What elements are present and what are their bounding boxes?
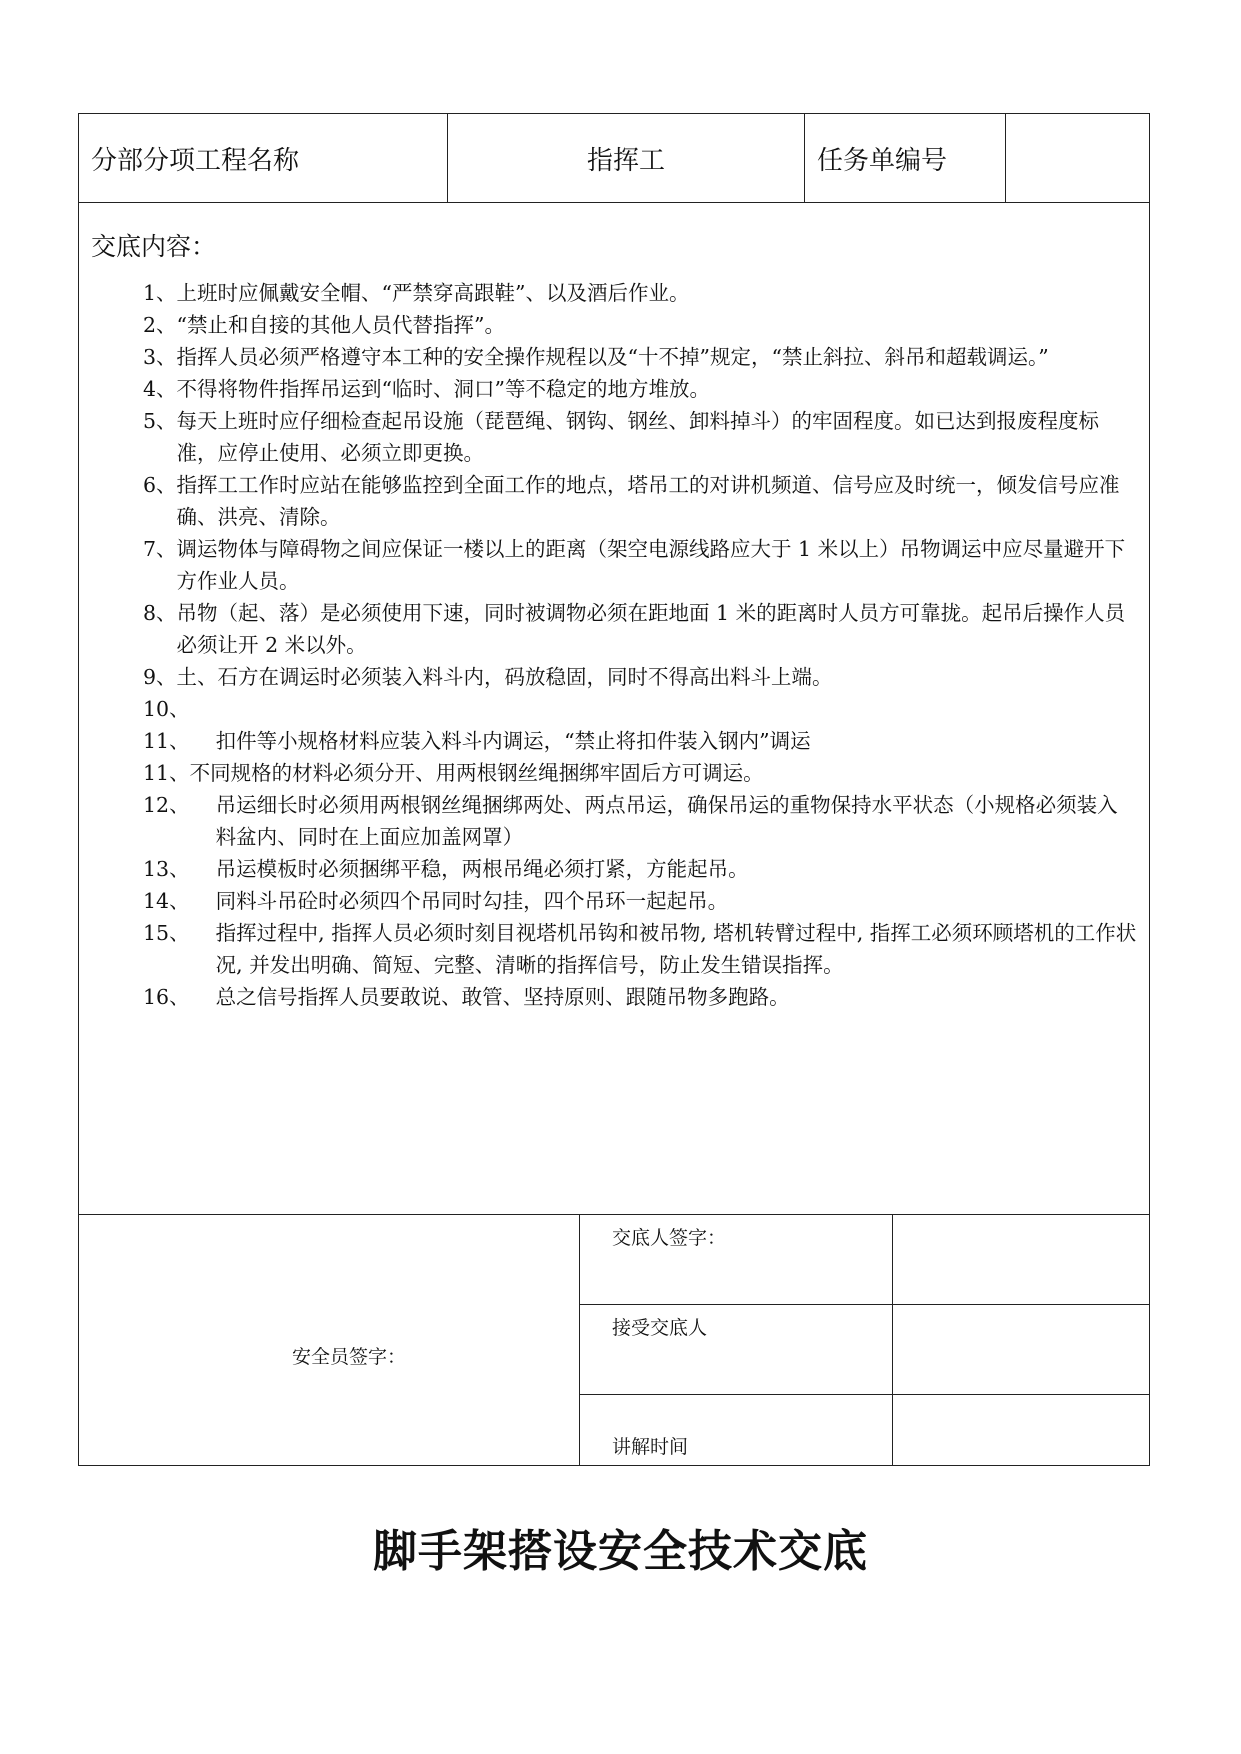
item-text: 每天上班时应仔细检查起吊设施（琵琶绳、钢钩、钢丝、卸料掉斗）的牢固程度。如已达到报废程度标准，应停止使用、必须立即更换。 bbox=[176, 409, 1100, 465]
safety-officer-cell bbox=[79, 1215, 580, 1466]
item-text: 扣件等小规格材料应装入料斗内调运，“禁止将扣件装入钢内”调运 bbox=[215, 729, 811, 753]
item-text: 总之信号指挥人员要敢说、敢管、坚持原则、跟随吊物多跑路。 bbox=[215, 985, 790, 1009]
content-title: 交底内容： bbox=[91, 232, 217, 261]
list-item bbox=[143, 469, 1137, 533]
list-item bbox=[143, 341, 1137, 373]
item-text: 指挥人员必须严格遵守本工种的安全操作规程以及“十不掉”规定，“禁止斜拉、斜吊和超载调运。” bbox=[176, 345, 1049, 369]
list-item bbox=[143, 853, 1137, 885]
item-number: 2、 bbox=[143, 313, 177, 337]
project-name-value: 指挥工 bbox=[448, 114, 805, 203]
list-item bbox=[143, 277, 1137, 309]
list-item bbox=[143, 789, 1137, 853]
list-item bbox=[143, 693, 1137, 725]
header-row bbox=[79, 114, 1150, 203]
content-cell bbox=[79, 203, 1150, 1215]
list-item bbox=[143, 661, 1137, 693]
list-item bbox=[143, 309, 1137, 341]
item-number: 10、 bbox=[143, 697, 190, 721]
item-text: 调运物体与障碍物之间应保证一楼以上的距离（架空电源线路应大于 1 米以上）吊物调运中应尽量避开下方作业人员。 bbox=[176, 537, 1126, 593]
safety-officer-label: 安全员签字： bbox=[291, 1345, 406, 1368]
item-number: 11、 bbox=[143, 729, 216, 753]
item-number: 4、 bbox=[143, 377, 177, 401]
presenter-signature-label: 交底人签字： bbox=[580, 1215, 893, 1305]
item-number: 16、 bbox=[143, 985, 216, 1009]
list-item bbox=[143, 757, 1137, 789]
item-text: “禁止和自接的其他人员代替指挥”。 bbox=[176, 313, 506, 337]
receiver-label: 接受交底人 bbox=[580, 1305, 893, 1395]
next-section-title: 脚手架搭设安全技术交底 bbox=[373, 1526, 868, 1577]
item-number: 8、 bbox=[143, 601, 177, 625]
item-number: 3、 bbox=[143, 345, 177, 369]
item-number: 11、 bbox=[143, 761, 190, 785]
item-text: 同料斗吊砼时必须四个吊同时勾挂，四个吊环一起起吊。 bbox=[215, 889, 729, 913]
item-text: 吊运细长时必须用两根钢丝绳捆绑两处、两点吊运，确保吊运的重物保持水平状态（小规格必须装入料盆内、同时在上面应加盖网罩） bbox=[215, 793, 1118, 849]
task-number-value bbox=[1006, 114, 1150, 203]
disclosure-form bbox=[78, 113, 1150, 1466]
signature-row-presenter bbox=[79, 1215, 1150, 1305]
list-item bbox=[143, 533, 1137, 597]
item-text: 指挥过程中, 指挥人员必须时刻目视塔机吊钩和被吊物, 塔机转臂过程中, 指挥工必须环顾塔机的工作状况, 并发出明确、简短、完整、清晰的指挥信号，防止发生错误指挥。 bbox=[215, 921, 1137, 977]
receiver-signature-field bbox=[893, 1305, 1150, 1395]
item-text: 不得将物件指挥吊运到“临时、洞口”等不稳定的地方堆放。 bbox=[176, 377, 711, 401]
list-item bbox=[143, 981, 1137, 1013]
list-item bbox=[143, 405, 1137, 469]
list-item bbox=[143, 597, 1137, 661]
presenter-signature-field bbox=[893, 1215, 1150, 1305]
time-field bbox=[893, 1395, 1150, 1466]
item-text: 土、石方在调运时必须装入料斗内，码放稳固，同时不得高出料斗上端。 bbox=[176, 665, 833, 689]
content-table bbox=[78, 202, 1150, 1215]
item-number: 13、 bbox=[143, 857, 216, 881]
item-text: 吊运模板时必须捆绑平稳，两根吊绳必须打紧，方能起吊。 bbox=[215, 857, 749, 881]
item-number: 5、 bbox=[143, 409, 177, 433]
signature-table bbox=[78, 1214, 1150, 1466]
item-text bbox=[190, 693, 1137, 725]
item-number: 14、 bbox=[143, 889, 216, 913]
task-number-label: 任务单编号 bbox=[805, 114, 1006, 203]
item-text: 指挥工工作时应站在能够监控到全面工作的地点，塔吊工的对讲机频道、信号应及时统一，倾发信号应准确、洪亮、清除。 bbox=[176, 473, 1120, 529]
item-text: 上班时应佩戴安全帽、“严禁穿高跟鞋”、以及酒后作业。 bbox=[176, 281, 690, 305]
header-table bbox=[78, 113, 1150, 203]
item-number: 6、 bbox=[143, 473, 177, 497]
item-number: 7、 bbox=[143, 537, 177, 561]
list-item bbox=[143, 373, 1137, 405]
list-item bbox=[143, 725, 1137, 757]
item-text: 吊物（起、落）是必须使用下速，同时被调物必须在距地面 1 米的距离时人员方可靠拢。起吊后操作人员必须让开 2 米以外。 bbox=[176, 601, 1126, 657]
item-number: 1、 bbox=[143, 281, 177, 305]
item-number: 9、 bbox=[143, 665, 177, 689]
list-item bbox=[143, 917, 1137, 981]
item-text: 不同规格的材料必须分开、用两根钢丝绳捆绑牢固后方可调运。 bbox=[189, 761, 764, 785]
item-number: 12、 bbox=[143, 793, 216, 817]
content-items bbox=[91, 277, 1137, 1013]
project-name-label: 分部分项工程名称 bbox=[79, 114, 448, 203]
item-number: 15、 bbox=[143, 921, 216, 945]
time-label: 讲解时间 bbox=[580, 1395, 893, 1466]
list-item bbox=[143, 885, 1137, 917]
